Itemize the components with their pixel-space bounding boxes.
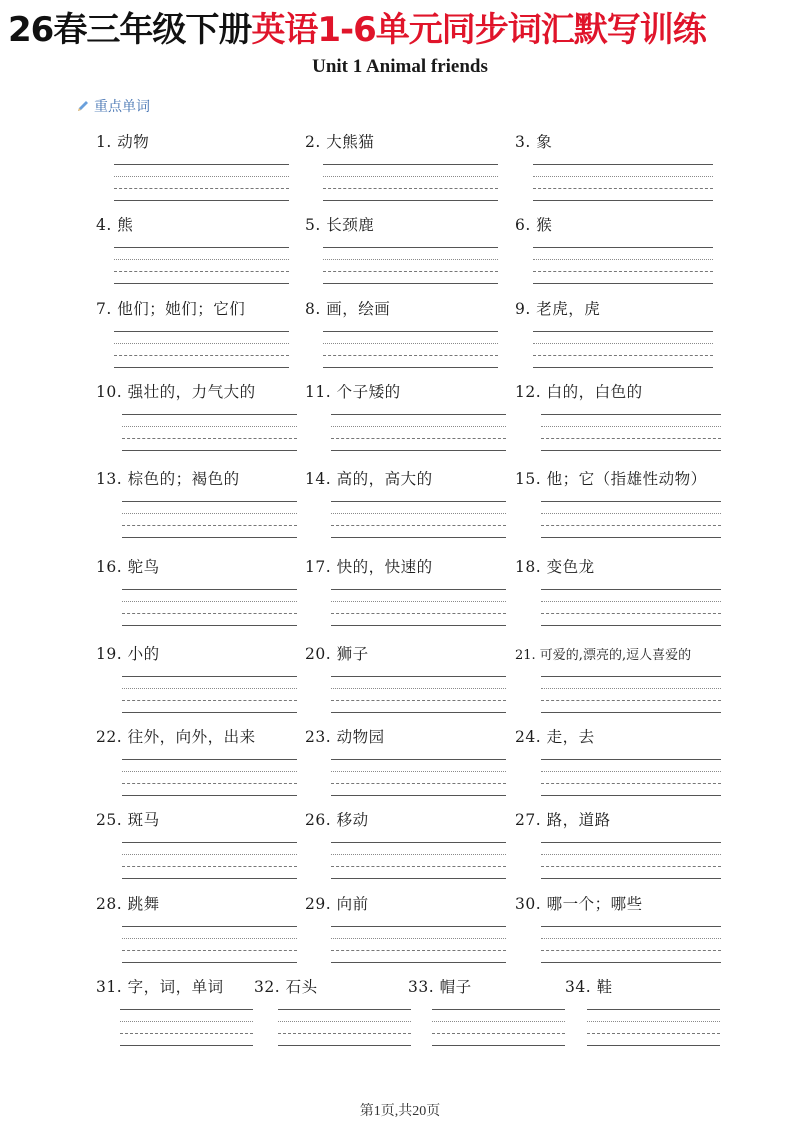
answer-line[interactable]: [278, 1021, 411, 1022]
answer-line[interactable]: [331, 712, 506, 713]
answer-line[interactable]: [331, 625, 506, 626]
answer-line[interactable]: [323, 188, 498, 189]
vocab-prompt: 5. 长颈鹿: [305, 216, 375, 234]
vocab-prompt: 6. 猴: [515, 216, 553, 234]
answer-line[interactable]: [533, 176, 713, 177]
answer-line[interactable]: [533, 259, 713, 260]
answer-line[interactable]: [114, 367, 289, 368]
answer-line[interactable]: [331, 866, 506, 867]
answer-line[interactable]: [541, 759, 721, 760]
answer-line[interactable]: [541, 795, 721, 796]
answer-line[interactable]: [122, 601, 297, 602]
vocab-prompt: 16. 鸵鸟: [96, 558, 160, 576]
answer-line[interactable]: [541, 688, 721, 689]
vocab-prompt: 15. 他；它（指雄性动物）: [515, 470, 707, 488]
header-subject: 英语1-6单元同步词汇默写训练: [251, 10, 706, 50]
answer-line[interactable]: [114, 164, 289, 165]
vocab-prompt: 3. 象: [515, 133, 553, 151]
vocab-prompt: 29. 向前: [305, 895, 369, 913]
answer-line[interactable]: [331, 842, 506, 843]
answer-line[interactable]: [122, 866, 297, 867]
answer-line[interactable]: [323, 200, 498, 201]
answer-line[interactable]: [541, 501, 721, 502]
answer-line[interactable]: [122, 589, 297, 590]
answer-line[interactable]: [533, 200, 713, 201]
answer-line[interactable]: [541, 771, 721, 772]
answer-line[interactable]: [331, 854, 506, 855]
answer-line[interactable]: [114, 247, 289, 248]
answer-line[interactable]: [122, 501, 297, 502]
vocab-prompt: 34. 鞋: [565, 978, 613, 996]
vocab-prompt: 27. 路，道路: [515, 811, 611, 829]
answer-line[interactable]: [323, 176, 498, 177]
answer-line[interactable]: [533, 343, 713, 344]
answer-line[interactable]: [432, 1009, 565, 1010]
answer-line[interactable]: [122, 938, 297, 939]
answer-line[interactable]: [541, 625, 721, 626]
answer-line[interactable]: [331, 601, 506, 602]
answer-line[interactable]: [122, 854, 297, 855]
answer-line[interactable]: [122, 426, 297, 427]
answer-line[interactable]: [533, 355, 713, 356]
answer-line[interactable]: [541, 926, 721, 927]
answer-line[interactable]: [122, 537, 297, 538]
answer-line[interactable]: [323, 271, 498, 272]
answer-line[interactable]: [114, 331, 289, 332]
vocab-prompt: 24. 走，去: [515, 728, 595, 746]
vocab-prompt: 8. 画，绘画: [305, 300, 391, 318]
answer-line[interactable]: [122, 926, 297, 927]
page-number: 第1页,共20页: [359, 1104, 441, 1119]
answer-line[interactable]: [122, 771, 297, 772]
vocab-prompt: 21. 可爱的,漂亮的,逗人喜爱的: [515, 648, 692, 663]
answer-line[interactable]: [432, 1045, 565, 1046]
answer-line[interactable]: [541, 938, 721, 939]
answer-line[interactable]: [541, 601, 721, 602]
answer-line[interactable]: [331, 688, 506, 689]
answer-line[interactable]: [120, 1009, 253, 1010]
answer-line[interactable]: [114, 259, 289, 260]
answer-line[interactable]: [587, 1033, 720, 1034]
answer-line[interactable]: [541, 962, 721, 963]
vocab-prompt: 19. 小的: [96, 645, 160, 663]
vocab-prompt: 18. 变色龙: [515, 558, 595, 576]
answer-line[interactable]: [323, 247, 498, 248]
pencil-icon: [76, 99, 90, 113]
answer-line[interactable]: [114, 283, 289, 284]
answer-line[interactable]: [533, 271, 713, 272]
answer-line[interactable]: [541, 783, 721, 784]
unit-title: Unit 1 Animal friends: [312, 56, 488, 77]
answer-line[interactable]: [120, 1021, 253, 1022]
vocab-prompt: 33. 帽子: [408, 978, 472, 996]
answer-line[interactable]: [541, 513, 721, 514]
answer-line[interactable]: [122, 842, 297, 843]
answer-line[interactable]: [278, 1045, 411, 1046]
answer-line[interactable]: [331, 759, 506, 760]
answer-line[interactable]: [331, 676, 506, 677]
answer-line[interactable]: [323, 283, 498, 284]
answer-line[interactable]: [122, 700, 297, 701]
answer-line[interactable]: [323, 367, 498, 368]
answer-line[interactable]: [432, 1021, 565, 1022]
answer-line[interactable]: [331, 926, 506, 927]
answer-line[interactable]: [122, 513, 297, 514]
answer-line[interactable]: [331, 537, 506, 538]
answer-line[interactable]: [331, 613, 506, 614]
answer-line[interactable]: [331, 426, 506, 427]
vocab-prompt: 30. 哪一个；哪些: [515, 895, 643, 913]
answer-line[interactable]: [331, 438, 506, 439]
answer-line[interactable]: [122, 878, 297, 879]
vocab-prompt: 14. 高的，高大的: [305, 470, 433, 488]
answer-line[interactable]: [541, 950, 721, 951]
answer-line[interactable]: [323, 343, 498, 344]
answer-line[interactable]: [122, 688, 297, 689]
vocab-prompt: 32. 石头: [254, 978, 318, 996]
answer-line[interactable]: [331, 783, 506, 784]
answer-line[interactable]: [120, 1045, 253, 1046]
vocab-prompt: 10. 强壮的，力气大的: [96, 383, 256, 401]
vocab-prompt: 12. 白的，白色的: [515, 383, 643, 401]
answer-line[interactable]: [541, 589, 721, 590]
answer-line[interactable]: [122, 950, 297, 951]
vocab-prompt: 23. 动物园: [305, 728, 385, 746]
answer-line[interactable]: [114, 188, 289, 189]
answer-line[interactable]: [331, 938, 506, 939]
answer-line[interactable]: [541, 854, 721, 855]
answer-line[interactable]: [278, 1033, 411, 1034]
answer-line[interactable]: [541, 525, 721, 526]
answer-line[interactable]: [114, 176, 289, 177]
answer-line[interactable]: [120, 1033, 253, 1034]
answer-line[interactable]: [432, 1033, 565, 1034]
answer-line[interactable]: [541, 676, 721, 677]
answer-line[interactable]: [533, 331, 713, 332]
answer-line[interactable]: [122, 450, 297, 451]
vocab-prompt: 17. 快的，快速的: [305, 558, 433, 576]
answer-line[interactable]: [533, 164, 713, 165]
answer-line[interactable]: [331, 962, 506, 963]
answer-line[interactable]: [331, 700, 506, 701]
answer-line[interactable]: [114, 343, 289, 344]
page-header: [8, 2, 706, 52]
answer-line[interactable]: [541, 700, 721, 701]
section-title: 重点单词: [94, 99, 150, 115]
vocab-prompt: 28. 跳舞: [96, 895, 160, 913]
answer-line[interactable]: [331, 878, 506, 879]
answer-line[interactable]: [122, 414, 297, 415]
answer-line[interactable]: [541, 613, 721, 614]
answer-line[interactable]: [122, 759, 297, 760]
answer-line[interactable]: [533, 188, 713, 189]
answer-line[interactable]: [331, 450, 506, 451]
answer-line[interactable]: [122, 613, 297, 614]
answer-line[interactable]: [122, 438, 297, 439]
answer-line[interactable]: [541, 426, 721, 427]
vocab-prompt: 9. 老虎，虎: [515, 300, 601, 318]
answer-line[interactable]: [331, 795, 506, 796]
answer-line[interactable]: [122, 795, 297, 796]
section-heading: [76, 96, 150, 116]
answer-line[interactable]: [122, 712, 297, 713]
answer-line[interactable]: [323, 259, 498, 260]
vocab-prompt: 4. 熊: [96, 216, 134, 234]
answer-line[interactable]: [331, 414, 506, 415]
answer-line[interactable]: [114, 200, 289, 201]
answer-line[interactable]: [533, 247, 713, 248]
answer-line[interactable]: [541, 450, 721, 451]
answer-line[interactable]: [331, 950, 506, 951]
vocab-prompt: 31. 字，词，单词: [96, 978, 224, 996]
answer-line[interactable]: [587, 1009, 720, 1010]
answer-line[interactable]: [541, 537, 721, 538]
vocab-prompt: 25. 斑马: [96, 811, 160, 829]
answer-line[interactable]: [122, 625, 297, 626]
vocab-prompt: 20. 狮子: [305, 645, 369, 663]
vocab-prompt: 7. 他们；她们；它们: [96, 300, 246, 318]
vocab-prompt: 22. 往外，向外，出来: [96, 728, 256, 746]
header-grade: 26春三年级下册: [8, 10, 252, 50]
answer-line[interactable]: [122, 525, 297, 526]
answer-line[interactable]: [122, 783, 297, 784]
answer-line[interactable]: [114, 355, 289, 356]
answer-line[interactable]: [587, 1021, 720, 1022]
answer-line[interactable]: [323, 164, 498, 165]
vocab-prompt: 11. 个子矮的: [305, 383, 401, 401]
answer-line[interactable]: [587, 1045, 720, 1046]
answer-line[interactable]: [331, 513, 506, 514]
answer-line[interactable]: [331, 589, 506, 590]
answer-line[interactable]: [541, 842, 721, 843]
answer-line[interactable]: [323, 355, 498, 356]
vocab-prompt: 1. 动物: [96, 133, 150, 151]
answer-line[interactable]: [122, 962, 297, 963]
vocab-prompt: 2. 大熊猫: [305, 133, 375, 151]
answer-line[interactable]: [541, 712, 721, 713]
answer-line[interactable]: [541, 878, 721, 879]
answer-line[interactable]: [541, 414, 721, 415]
answer-line[interactable]: [323, 331, 498, 332]
answer-line[interactable]: [331, 771, 506, 772]
answer-line[interactable]: [331, 525, 506, 526]
answer-line[interactable]: [122, 676, 297, 677]
answer-line[interactable]: [541, 866, 721, 867]
answer-line[interactable]: [278, 1009, 411, 1010]
answer-line[interactable]: [114, 271, 289, 272]
vocab-prompt: 13. 棕色的；褐色的: [96, 470, 240, 488]
answer-line[interactable]: [533, 283, 713, 284]
answer-line[interactable]: [541, 438, 721, 439]
vocab-prompt: 26. 移动: [305, 811, 369, 829]
answer-line[interactable]: [533, 367, 713, 368]
answer-line[interactable]: [331, 501, 506, 502]
